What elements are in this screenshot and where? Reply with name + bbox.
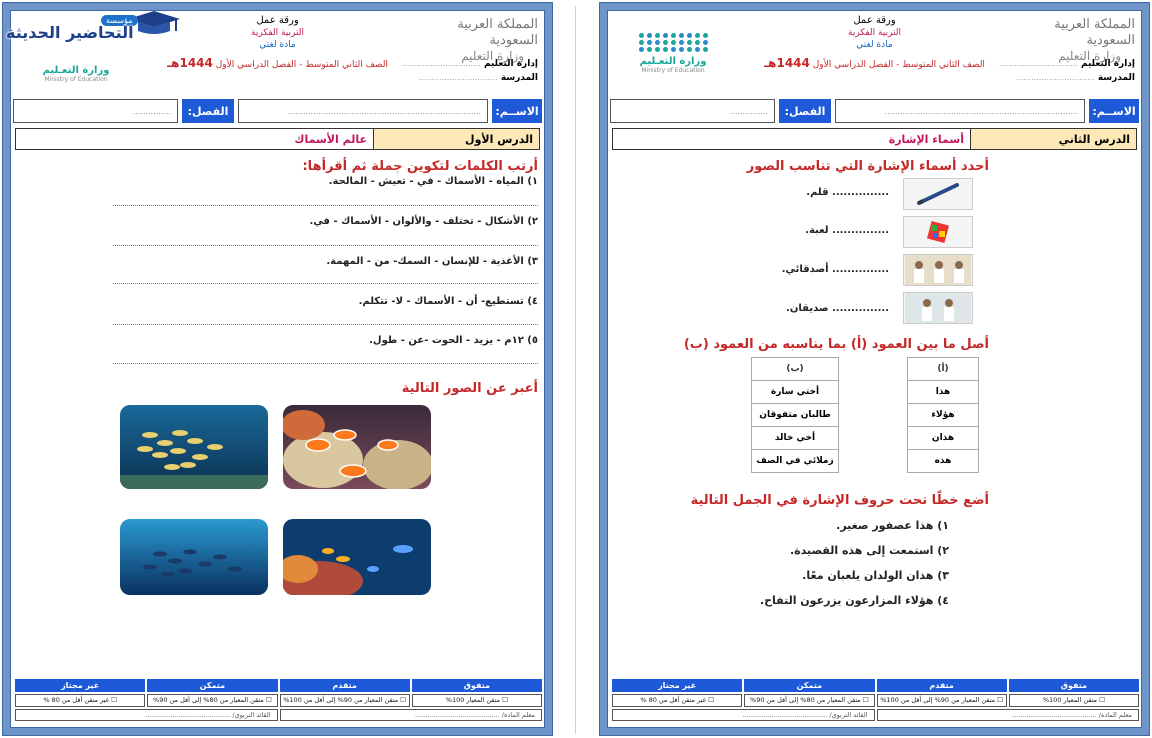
name-label: الاســم:: [1089, 99, 1139, 123]
sheet-header: [610, 13, 1139, 95]
reorder-item: ٥) ١٢م - يزيد - الحوت -عن - طول.: [369, 335, 538, 346]
lesson-title: عالم الأسماك: [294, 132, 367, 146]
lesson-number: الدرس الأول: [373, 129, 539, 149]
lesson-banner: [612, 128, 1137, 150]
evaluation-footer: [610, 679, 1139, 725]
clownfish-picture: [283, 405, 431, 489]
pen-picture: [903, 178, 973, 210]
answer-line[interactable]: [113, 363, 538, 364]
kingdom-calligraphy: المملكة العربية السعودية وزارة التعليم: [457, 17, 538, 63]
sentence-item[interactable]: ٤) هؤلاء المزارعون يزرعون التفاح.: [759, 594, 949, 607]
reorder-item: ٢) الأشكال - تختلف - والألوان - الأسماك - في.: [309, 216, 538, 227]
admin-school-fields: إدارة التعليم ............................... المدرسة ...............................: [401, 59, 538, 83]
criterion-checkbox[interactable]: ☐ غير متقن أقل من 80 %: [15, 694, 145, 707]
column-a-cell[interactable]: هذه: [908, 450, 979, 473]
criterion-checkbox[interactable]: ☐ متقن المعيار 100%: [412, 694, 542, 707]
level-advanced: متقدم: [875, 679, 1007, 692]
name-field[interactable]: ............................................................................: [835, 99, 1085, 123]
class-label: الفصل:: [779, 99, 831, 123]
teacher-signature[interactable]: معلم المادة/ .........................................: [877, 709, 1140, 721]
column-b-table: (ب) أختي سارة طالبان متفوقان أخي خالد زملائي في الصف: [751, 357, 839, 473]
page-divider: [575, 6, 576, 734]
worksheet-lesson-2: [600, 3, 1149, 735]
student-name-row: [610, 99, 1139, 123]
reorder-item: ١) المياه - الأسماك - في - تعيش - المالحة.: [328, 176, 538, 187]
class-field[interactable]: ...............: [13, 99, 178, 123]
ministry-logo: وزارة التعـليم Ministry of Education: [618, 27, 728, 74]
criterion-checkbox[interactable]: ☐ غير متقن أقل من 80 %: [612, 694, 742, 707]
level-proficient: متمكن: [145, 679, 277, 692]
kingdom-calligraphy: المملكة العربية السعودية وزارة التعليم: [1054, 17, 1135, 63]
column-b-cell[interactable]: أخي خالد: [752, 427, 839, 450]
column-a-cell[interactable]: هذان: [908, 427, 979, 450]
column-a-cell[interactable]: هؤلاء: [908, 404, 979, 427]
cube-toy-icon: [923, 219, 953, 245]
demonstrative-item: ............... لعبة.: [805, 225, 889, 236]
supervisor-signature[interactable]: القائد التربوي/ .........................................: [612, 709, 875, 721]
column-b-cell[interactable]: زملائي في الصف: [752, 450, 839, 473]
friends-icon: [905, 255, 971, 285]
sentence-item[interactable]: ٣) هذان الولدان يلعبان معًا.: [802, 569, 949, 582]
worksheet-heading: ورقة عمل التربية الفكرية مادة لغتي الصف الثاني المتوسط - الفصل الدراسي الأول 1444هـ: [167, 15, 388, 70]
lesson-title: أسماء الإشارة: [888, 132, 964, 146]
lesson-banner: [15, 128, 540, 150]
column-b-cell[interactable]: أختي سارة: [752, 381, 839, 404]
worksheet-lesson-1: [3, 3, 552, 735]
answer-line[interactable]: [113, 324, 538, 325]
two-friends-picture: [903, 292, 973, 324]
question-title: أصل ما بين العمود (أ) بما يناسبه من العمود (ب): [683, 337, 989, 352]
criterion-checkbox[interactable]: ☐ متقن المعيار 100%: [1009, 694, 1139, 707]
admin-school-fields: إدارة التعليم ............................... المدرسة ...............................: [998, 59, 1135, 83]
question-title: أضع خطًا تحت حروف الإشارة في الجمل التالية: [690, 493, 989, 508]
answer-line[interactable]: [113, 205, 538, 206]
level-not-passed: غير مجتاز: [13, 679, 145, 692]
two-friends-icon: [905, 293, 971, 323]
student-name-row: [13, 99, 542, 123]
sheet-header: [6, 13, 542, 95]
name-field[interactable]: ............................................................................: [238, 99, 488, 123]
sentence-item[interactable]: ١) هذا عصفور صغير.: [836, 519, 949, 532]
demonstrative-item: ............... قلم.: [806, 187, 889, 198]
question-title: أحدد أسماء الإشارة التي تناسب الصور: [746, 159, 989, 174]
friends-picture: [903, 254, 973, 286]
class-label: الفصل:: [182, 99, 234, 123]
criterion-checkbox[interactable]: ☐ متقن المعيار من 90% إلى أقل من 100%: [280, 694, 410, 707]
toy-picture: [903, 216, 973, 248]
criterion-checkbox[interactable]: ☐ متقن المعيار من 80% إلى أقل من 90%: [744, 694, 874, 707]
level-advanced: متقدم: [278, 679, 410, 692]
column-a-table: (أ) هذا هؤلاء هذان هذه: [907, 357, 979, 473]
level-excellent: متفوق: [410, 679, 542, 692]
demonstrative-item: ............... صديقان.: [786, 303, 889, 314]
answer-line[interactable]: [113, 283, 538, 284]
question-title: أعبر عن الصور التالية: [401, 381, 538, 396]
level-proficient: متمكن: [742, 679, 874, 692]
teacher-signature[interactable]: معلم المادة/ .........................................: [280, 709, 543, 721]
level-excellent: متفوق: [1007, 679, 1139, 692]
column-a-cell[interactable]: هذا: [908, 381, 979, 404]
sentence-item[interactable]: ٢) استمعت إلى هذه القصيدة.: [789, 544, 949, 557]
class-field[interactable]: ...............: [610, 99, 775, 123]
ministry-dots-icon: [618, 33, 728, 52]
worksheet-heading: ورقة عمل التربية الفكرية مادة لغتي الصف الثاني المتوسط - الفصل الدراسي الأول 1444هـ: [764, 15, 985, 70]
question-title: أرتب الكلمات لتكوين جملة ثم أقرأها:: [302, 159, 538, 174]
lesson-number: الدرس الثاني: [970, 129, 1136, 149]
blue-fish-picture: [120, 519, 268, 595]
pen-icon: [913, 181, 963, 207]
brand-logo: مؤسسة التحاضير الحديثة: [4, 7, 189, 53]
level-not-passed: غير مجتاز: [610, 679, 742, 692]
fish-school-picture: [120, 405, 268, 489]
name-label: الاســم:: [492, 99, 542, 123]
column-b-cell[interactable]: طالبان متفوقان: [752, 404, 839, 427]
evaluation-footer: [13, 679, 542, 725]
criterion-checkbox[interactable]: ☐ متقن المعيار من 80% إلى أقل من 90%: [147, 694, 277, 707]
supervisor-signature[interactable]: القائد التربوي/ .........................................: [15, 709, 278, 721]
criterion-checkbox[interactable]: ☐ متقن المعيار من 90% إلى أقل من 100%: [877, 694, 1007, 707]
coral-reef-picture: [283, 519, 431, 595]
reorder-item: ٤) تستطيع- أن - الأسماك - لا- تتكلم.: [358, 296, 538, 307]
reorder-item: ٣) الأغذية - للإنسان - السمك- من - المهمة.: [326, 256, 538, 267]
answer-line[interactable]: [113, 245, 538, 246]
demonstrative-item: ............... أصدقائي.: [781, 264, 889, 275]
ministry-logo: وزارة التعـليم Ministry of Education: [42, 65, 110, 83]
